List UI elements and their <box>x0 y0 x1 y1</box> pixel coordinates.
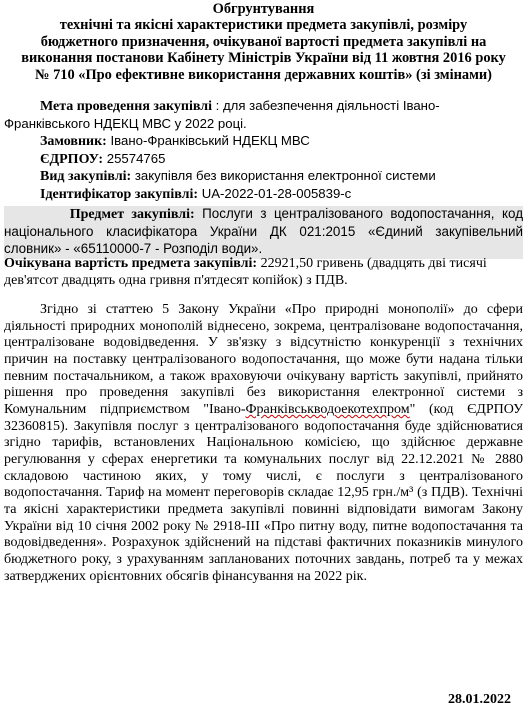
edrpou-row <box>4 151 523 169</box>
company-name-misspelled: Франківськводоекотехпром <box>245 401 410 417</box>
expected-cost-label: Очікувана вартість предмета закупівлі: <box>4 256 258 271</box>
subject-paragraph <box>4 206 523 259</box>
identifier-row <box>4 186 523 204</box>
edrpou-label: ЄДРПОУ: <box>40 151 104 167</box>
purpose-text: : для забезпечення діяльності Івано- <box>211 98 440 113</box>
purpose-row <box>4 98 523 116</box>
purpose-text-cont: Франківського НДЕКЦ МВС у 2022 році. <box>4 115 247 131</box>
body-text: Згідно зі статтею 5 Закону України «Про природні монополії» до сфери діяльності природних монополій віднесено, зокрема, централізоване водопостачання, централізоване водовідведення. У зв'язку з відсутністю конкуренції з технічних причин на поставку централізованого водопостачання, що може бути надана тільки певним постачальником, а також враховуючи очікувану вартість закупівлі, прийнято рішення про проведення закупівлі без використання електронної системи з Комунальним підприємством "Івано- <box>4 302 523 417</box>
customer-label: Замовник: <box>40 134 107 150</box>
customer-value: Івано-Франківський НДЕКЦ МВС <box>106 133 310 149</box>
expected-cost-paragraph <box>4 256 523 289</box>
expected-cost-text: 22921,50 гривень (двадцять дві тисячі дев'ятсот двадцять одна гривня п'ятдесят копійок) з ПДВ. <box>4 256 487 288</box>
title-line: Обгрунтування <box>212 1 315 17</box>
identifier-label: Ідентифікатор закупівлі: <box>40 186 199 202</box>
title-line: № 710 «Про ефективне використання державних коштів» (зі змінами) <box>35 66 492 83</box>
title-line: виконання постанови Кабінету Міністрів України від 11 жовтня 2016 року <box>21 50 506 67</box>
procurement-info <box>4 98 523 204</box>
subject-text: Послуги з централізованого водопостачання, код національного класифікатора України ДК 021:2015 «Єдиний закупівельний словник» - «65110000-7 - Розподіл води». <box>4 206 524 257</box>
title-line: бюджетного призначення, очікуваної вартості предмета закупівлі на <box>40 33 487 50</box>
purpose-label: Мета проведення закупівлі <box>40 99 212 114</box>
customer-row <box>4 133 523 151</box>
procurement-type-label: Вид закупівлі: <box>40 169 132 185</box>
justification-body <box>4 302 523 585</box>
document-title <box>4 1 523 83</box>
title-line: технічні та якісні характеристики предмета закупівлі, розміру <box>59 17 468 34</box>
procurement-type-value: закупівля без використання електронної системи <box>131 168 436 184</box>
document-date: 28.01.2022 <box>448 692 511 707</box>
identifier-value: UA-2022-01-28-005839-c <box>198 185 352 201</box>
procurement-type-row <box>4 168 523 186</box>
edrpou-value: 25574765 <box>103 150 166 166</box>
subject-label: Предмет закупівлі: <box>69 207 195 222</box>
body-text-cont: " (код ЄДРПОУ 32360815). Закупівля послуг з централізованого водопостачання буде здійснюватися згідно тарифів, встановлених Національною комісією, що здійснює державне регулювання у сферах енергетики та комунальних послуг від 22.12.2021 № 2880 складовою частиною яких, у тому числі, є послуги з централізованого водопостачання. Тариф на момент переговорів складає 12,95 грн./м³ (з ПДВ). Технічні та якісні характеристики предмета закупівлі повинні відповідати вимогам Закону України від 10 січня 2002 року № 2918-ІІІ «Про питну воду, питне водопостачання та водовідведення». Розрахунок здійснений на підставі фактичних показників минулого бюджетного року, з урахуванням запланованих поточних завдань, потреб та у межах затверджених орієнтовних обсягів фінансування на 2022 рік. <box>4 401 523 584</box>
purpose-row-cont <box>4 116 523 134</box>
